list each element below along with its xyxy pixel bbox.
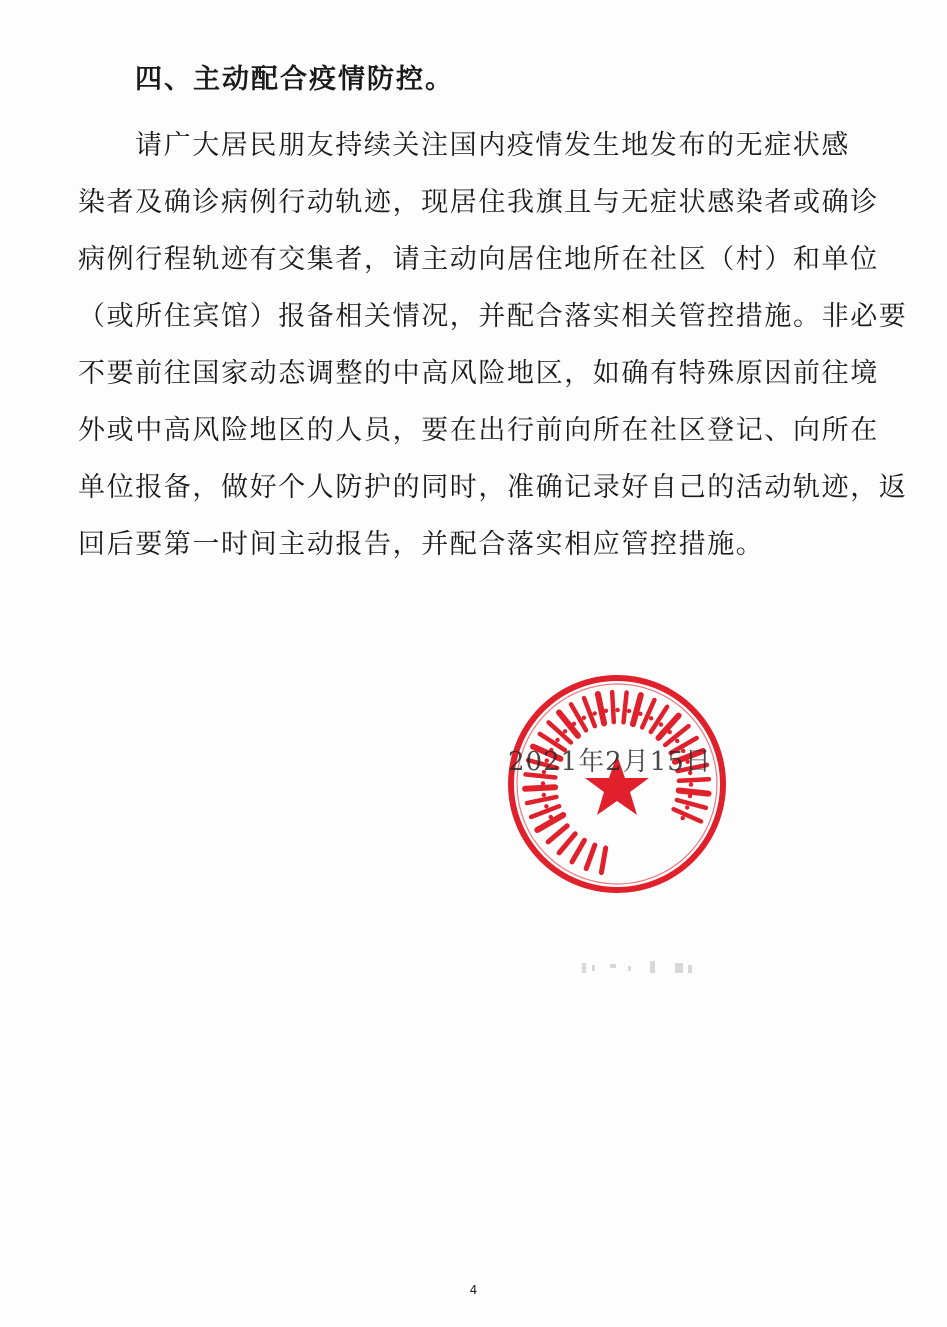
seal-script-dot [542,793,546,797]
paragraph-line-1: 请广大居民朋友持续关注国内疫情发生地发布的无症状感 [135,130,850,161]
seal-script-dot [544,804,548,808]
seal-script-stroke [527,797,556,803]
seal-script-stroke [674,809,701,821]
paragraph-line-6: 外或中高风险地区的人员，要在出行前向所在社区登记、向所在 [78,415,879,446]
paragraph-line-3: 病例行程轨迹有交集者，请主动向居住地所在社区（村）和单位 [78,244,879,275]
seal-script-stroke [572,840,585,862]
seal-script-stroke [642,700,654,727]
page-number: 4 [469,1283,478,1297]
seal-script-stroke [679,791,709,794]
seal-script-dot [572,722,576,726]
seal-script-dot [659,722,663,726]
document-date: 2021年2月15日 [508,747,712,777]
seal-script-stroke [612,692,614,722]
seal-script-stroke [598,694,604,723]
seal-script-dot [681,816,685,820]
seal-script-dot [555,738,559,742]
seal-script-stroke [633,695,641,724]
paragraph-line-8: 回后要第一时间主动报告，并配合落实相应管控措施。 [78,529,765,560]
paragraph-line-5: 不要前往国家动态调整的中高风险地区，如确有特殊原因前往境 [78,358,879,389]
seal-script-dot [689,782,693,786]
seal-script-stroke [559,834,575,853]
scan-smudge [580,955,700,979]
section-heading: 四、主动配合疫情防控。 [135,64,454,95]
seal-script-dot [615,708,619,712]
seal-script-dot [563,729,567,733]
paragraph-line-2: 染者及确诊病例行动轨迹，现居住我旗且与无症状感染者或确诊 [78,187,879,218]
seal-script-dot [549,815,553,819]
seal-script-stroke [677,800,706,808]
seal-script-dot [688,794,692,798]
seal-script-stroke [586,845,595,869]
seal-script-dot [649,716,653,720]
red-star-seal-icon [506,673,728,895]
seal-script-stroke [525,787,555,789]
seal-script-dot [582,716,586,720]
paragraph-line-4: （或所住宾馆）报备相关情况，并配合落实相关管控措施。非必要 [78,301,908,332]
paragraph-line-7: 单位报备，做好个人防护的同时，准确记录好自己的活动轨迹，返 [78,472,908,503]
seal-script-dot [675,739,679,743]
seal-script-dot [604,709,608,713]
seal-script-dot [638,712,642,716]
seal-script-stroke [624,693,627,723]
seal-script-dot [541,781,545,785]
seal-script-stroke [601,848,605,873]
seal-script-dot [627,709,631,713]
seal-script-stroke [548,826,567,842]
body-paragraph [78,117,908,573]
seal-script-dot [593,711,597,715]
seal-script-dot [685,805,689,809]
seal-script-dot [668,730,672,734]
